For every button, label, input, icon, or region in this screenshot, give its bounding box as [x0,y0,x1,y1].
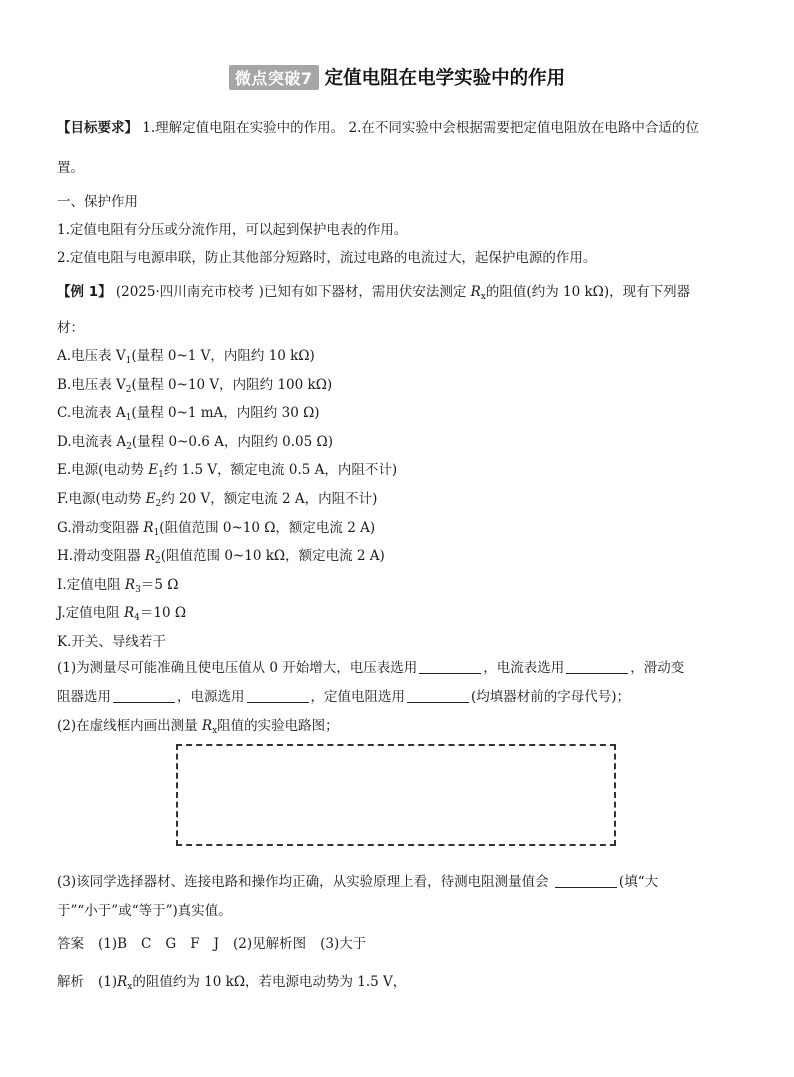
equipment-symbol: E [145,491,156,507]
equipment-item-text: E.电源(电动势 [57,462,149,479]
example-intro-b: 的阻值(约为 10 kΩ)，现有下列器 [485,284,691,300]
equipment-item-text: J.定值电阻 [57,605,124,622]
q1-text-b: ，电流表选用 [483,660,565,676]
equipment-subscript: 1 [158,470,164,481]
equipment-spec: ＝5 Ω [140,576,179,593]
rx-sub: x [127,982,133,992]
rx-sub: x [480,292,486,302]
equipment-item [57,460,397,485]
equipment-item [57,375,332,400]
rx-symbol: R [470,284,481,300]
equipment-subscript: 3 [135,584,141,595]
point-1: 1.定值电阻有分压或分流作用，可以起到保护电表的作用。 [57,222,408,238]
goal-line-1 [57,118,699,138]
answer-part: C [141,936,152,952]
q2-text-a: (2)在虚线框内画出测量 [57,718,202,734]
answer-part: (2)见解析图 [232,936,307,952]
answer-part: (1)B [98,936,128,952]
equipment-spec: (量程 0~0.6 A，内阻约 0.05 Ω) [131,433,333,450]
q2-line [57,716,339,741]
rx-symbol: R [201,718,213,734]
q3-line-1 [57,872,658,892]
answer-blank-rheostat [113,688,175,703]
rx-sub: x [212,726,218,736]
example-line-2: 材： [57,320,84,336]
q1-line-1 [57,658,684,678]
equipment-spec: (量程 0~1 mA，内阻约 30 Ω) [131,405,320,422]
equipment-symbol: R [144,548,156,565]
equipment-item-text: G.滑动变阻器 [57,519,144,536]
point-2: 2.定值电阻与电源串联，防止其他部分短路时，流过电路的电流过大，起保护电源的作用。 [57,250,597,266]
equipment-item [57,346,315,371]
equipment-subscript: 1 [153,527,160,538]
equipment-item-text: F.电源(电动势 [57,491,146,507]
q3-line-2: 于”“小于”或“等于”)真实值。 [57,903,232,919]
section-heading: 一、保护作用 [57,194,138,210]
q1-text-a: (1)为测量尽可能准确且使电压值从 0 开始增大，电压表选用 [57,660,418,676]
q1-line-2 [57,687,630,707]
q1-text-e: ，电源选用 [177,689,245,705]
answer-part: F [190,936,200,952]
equipment-item-text: B.电压表 V [57,376,126,393]
equipment-item-text: I.定值电阻 [57,576,125,593]
equipment-subscript: 2 [126,441,132,452]
circuit-drawing-box[interactable] [176,744,616,846]
equipment-item [57,603,186,628]
answer-part: J [213,936,219,952]
analysis-text-b: 的阻值约为 10 kΩ，若电源电动势为 1.5 V， [132,974,407,990]
goal-line-2 [57,158,84,178]
example-line-1 [57,282,690,307]
example-label: 【例 1】 [57,284,112,300]
equipment-item-text: C.电流表 A [57,405,126,422]
equipment-item [57,518,375,543]
goal-label: 【目标要求】 [57,120,138,136]
answer-blank-measurement [555,873,617,888]
equipment-item [57,489,377,514]
rx-symbol: R [117,974,128,990]
page-title: 定值电阻在电学实验中的作用 [324,68,566,89]
equipment-symbol: R [123,605,135,622]
q2-text-b: 阻值的实验电路图； [217,718,339,734]
equipment-symbol: R [143,519,154,536]
example-source: (2025·四川南充市校考 ) [115,284,264,300]
q1-text-g: (均填器材前的字母代号)； [471,689,631,705]
equipment-item [57,575,178,600]
equipment-subscript: 2 [125,384,132,395]
equipment-subscript: 2 [155,499,162,509]
goal-text: 1.理解定值电阻在实验中的作用。 2.在不同实验中会根据需要把定值电阻放在电路中合适的位 [138,120,699,136]
answer-blank-voltmeter [419,659,481,674]
answer-blank-ammeter [566,659,628,674]
equipment-item-text: K.开关、导线若干 [57,634,166,650]
answer-blank-resistor [407,688,469,703]
q3-text-a: (3)该同学选择器材、连接电路和操作均正确，从实验原理上看，待测电阻测量值会 [57,874,553,890]
equipment-item [57,403,320,428]
analysis-text-a: (1) [98,974,118,990]
equipment-item-text: H.滑动变阻器 [57,548,145,565]
equipment-item-text: D.电流表 A [57,433,127,450]
answer-part: G [165,936,177,952]
q1-text-c: ，滑动变 [630,660,685,676]
example-intro: 已知有如下器材，需用伏安法测定 [263,284,471,300]
answer-blank-source [247,688,309,703]
answer-line [57,934,366,954]
analysis-label: 解析 [57,974,84,990]
equipment-subscript: 1 [125,356,132,366]
equipment-item [57,546,385,571]
equipment-subscript: 1 [125,413,132,424]
title-row [0,64,794,90]
q1-text-f: ，定值电阻选用 [310,689,405,705]
equipment-item [57,432,333,457]
equipment-spec: 约 1.5 V，额定电流 0.5 A，内阻不计) [163,462,398,479]
equipment-spec: (量程 0~10 V，内阻约 100 kΩ) [131,376,333,393]
equipment-item [57,632,166,652]
analysis-line [57,972,406,997]
equipment-spec: 约 20 V，额定电流 2 A，内阻不计) [161,491,378,507]
q1-text-d: 阻器选用 [57,689,111,705]
equipment-symbol: R [124,576,136,593]
section-badge: 微点突破7 [229,65,319,90]
goal-text-cont: 置。 [57,160,84,176]
answer-part: (3)大于 [320,936,367,952]
equipment-spec: (量程 0~1 V，内阻约 10 kΩ) [131,348,315,364]
equipment-subscript: 2 [155,556,161,567]
equipment-spec: (阻值范围 0~10 Ω，额定电流 2 A) [159,519,376,536]
equipment-spec: ＝10 Ω [139,605,187,622]
answer-label: 答案 [57,936,84,952]
equipment-subscript: 4 [134,613,140,624]
q3-text-b: (填“大 [618,874,659,890]
equipment-symbol: E [148,462,159,479]
equipment-spec: (阻值范围 0~10 kΩ，额定电流 2 A) [160,548,385,565]
equipment-item-text: A.电压表 V [57,348,126,364]
